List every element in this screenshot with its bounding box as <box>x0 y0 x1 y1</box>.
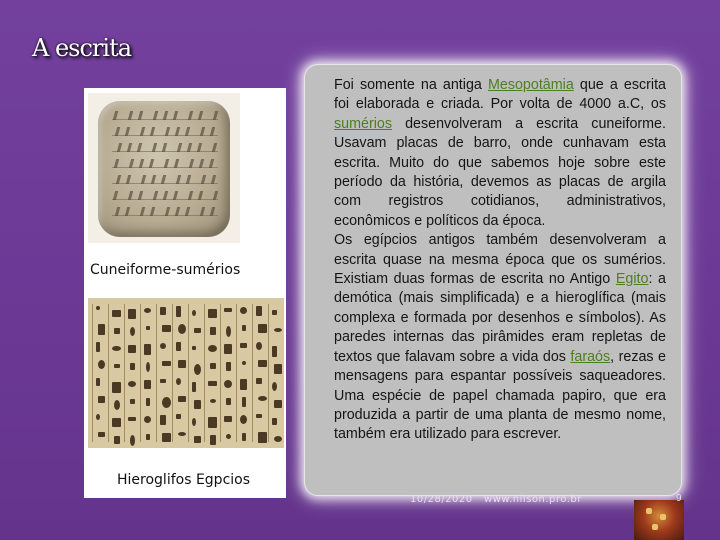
hieroglyph-sign <box>240 307 247 314</box>
hieroglyph-sign <box>256 342 262 350</box>
hieroglyph-sign <box>114 400 120 410</box>
hieroglyph-sign <box>194 400 201 409</box>
hieroglyph-sign <box>240 415 247 424</box>
hieroglyph-sign <box>144 344 151 355</box>
hieroglyph-sign <box>114 328 120 334</box>
text-run: Foi somente na antiga <box>334 77 488 93</box>
hieroglyph-papyrus-image <box>88 298 284 448</box>
page-number: 9 <box>676 493 682 504</box>
hieroglyph-sign <box>210 327 216 335</box>
hieroglyph-sign <box>96 414 100 420</box>
papyrus-column-line <box>108 304 109 442</box>
hieroglyph-sign <box>224 344 232 354</box>
text-run: desenvolveram a escrita cuneiforme. Usavam placas de barro, onde cunhavam esta escrita. Muito do que sabemos hoje sobre este período da história, devemos as placas de argila com registros cotidianos, administrativos, econômicos e políticos da época. <box>334 115 666 229</box>
hieroglyph-sign <box>98 360 105 369</box>
hieroglyph-sign <box>176 306 181 317</box>
hieroglyph-sign <box>274 400 282 408</box>
hieroglyph-sign <box>146 362 150 372</box>
hieroglyph-sign <box>256 414 262 418</box>
papyrus-column-line <box>220 304 221 442</box>
hieroglyph-sign <box>242 433 246 441</box>
hieroglyph-sign <box>224 308 232 312</box>
hieroglyph-sign <box>272 310 277 315</box>
link-sumerios[interactable]: sumérios <box>334 115 392 132</box>
papyrus-column-line <box>172 304 173 442</box>
hieroglyph-sign <box>130 327 135 336</box>
hieroglyph-sign <box>160 343 166 349</box>
hieroglyph-sign <box>176 342 181 351</box>
hieroglyph-sign <box>240 379 247 390</box>
hieroglyph-sign <box>274 364 282 374</box>
hieroglyph-sign <box>178 396 186 402</box>
hieroglyph-sign <box>98 432 105 437</box>
hieroglyph-sign <box>160 307 166 315</box>
hieroglyph-sign <box>162 397 171 408</box>
slide-title: A escrita <box>32 34 132 62</box>
hieroglyph-sign <box>192 382 196 392</box>
hieroglyph-sign <box>146 434 150 440</box>
hieroglyph-sign <box>272 418 277 425</box>
footer-date: 10/28/2020 <box>410 494 473 505</box>
text-run: Os egípcios antigos também desenvolveram a escrita quase na mesma época que os sumérios. Existiam duas formas de escrita no Antigo <box>334 232 666 288</box>
text-run: , rezas e mensagens para espantar possíveis saqueadores. Uma espécie de papel chamada papiro, que era produzida a partir de uma planta de mesmo nome, também era utilizado para escrever. <box>334 348 666 443</box>
body-text <box>334 76 666 445</box>
papyrus-column-line <box>236 304 237 442</box>
hieroglyph-sign <box>176 378 181 385</box>
hieroglyph-sign <box>258 432 267 443</box>
hieroglyph-sign <box>226 398 231 405</box>
papyrus-column-line <box>124 304 125 442</box>
hieroglyph-sign <box>208 381 217 386</box>
hieroglyph-sign <box>112 310 121 317</box>
hieroglyph-sign <box>178 324 186 334</box>
hieroglyph-sign <box>98 396 105 403</box>
hieroglyph-sign <box>178 360 186 368</box>
hieroglyph-sign <box>176 414 181 419</box>
hieroglyph-sign <box>192 310 196 316</box>
hieroglyph-sign <box>160 379 166 383</box>
hieroglyph-sign <box>224 416 232 422</box>
text-run: : a demótica (mais simplificada) e a hieroglífica (mais complexa e formada por desenhos e símbolos). As paredes internas das pirâmides eram repletas de textos que falavam sobre a vida dos <box>334 271 666 365</box>
hieroglyph-sign <box>178 432 186 436</box>
hieroglyph-sign <box>130 399 135 404</box>
papyrus-column-line <box>252 304 253 442</box>
hieroglyph-sign <box>162 433 171 442</box>
cuneiform-tablet-image <box>88 93 240 243</box>
hieroglyph-sign <box>242 397 246 407</box>
hieroglyph-caption: Hieroglifos Egpcios <box>117 472 251 488</box>
hieroglyph-sign <box>210 399 216 403</box>
hieroglyph-sign <box>224 380 232 388</box>
hieroglyph-sign <box>114 436 120 444</box>
text-run: que a escrita foi elaborada e criada. Por volta de 4000 a.C, os <box>334 77 666 113</box>
papyrus-column-line <box>156 304 157 442</box>
hieroglyph-sign <box>146 398 150 406</box>
hieroglyph-sign <box>274 436 282 442</box>
hieroglyph-sign <box>96 378 100 386</box>
footer-site: www.nilson.pro.br <box>484 494 582 505</box>
papyrus-column-line <box>188 304 189 442</box>
hieroglyph-sign <box>194 328 201 333</box>
hieroglyph-sign <box>242 361 246 365</box>
hieroglyph-sign <box>96 342 100 352</box>
paragraph-mesopotamia <box>334 76 666 231</box>
hieroglyph-sign <box>208 345 217 352</box>
hieroglyph-sign <box>162 325 171 332</box>
hieroglyph-sign <box>160 415 166 425</box>
hieroglyph-sign <box>210 435 216 445</box>
hieroglyph-sign <box>242 325 246 331</box>
hieroglyph-sign <box>112 382 121 393</box>
clay-tablet <box>98 101 230 237</box>
hieroglyph-sign <box>208 417 217 428</box>
hieroglyph-sign <box>194 436 201 443</box>
paragraph-egypt <box>334 231 666 444</box>
hieroglyph-sign <box>128 417 136 421</box>
hieroglyph-sign <box>128 345 136 353</box>
hieroglyph-sign <box>226 434 231 439</box>
hieroglyph-sign <box>128 309 136 319</box>
hieroglyph-sign <box>192 418 196 426</box>
hieroglyph-sign <box>272 382 277 391</box>
hieroglyph-sign <box>128 381 136 387</box>
hieroglyph-sign <box>144 380 151 389</box>
hieroglyph-sign <box>208 309 217 318</box>
hieroglyph-sign <box>192 346 196 350</box>
hieroglyph-sign <box>162 361 171 366</box>
hieroglyph-sign <box>144 308 151 313</box>
hieroglyph-sign <box>258 324 267 333</box>
hieroglyph-sign <box>146 326 150 330</box>
hieroglyph-sign <box>130 435 135 446</box>
hieroglyph-sign <box>256 378 262 384</box>
hieroglyph-sign <box>194 364 201 375</box>
link-egito[interactable]: Egito <box>615 271 649 288</box>
papyrus-column-line <box>268 304 269 442</box>
link-mesopotamia[interactable]: Mesopotâmia <box>487 77 574 93</box>
hieroglyph-sign <box>226 326 231 337</box>
hieroglyph-sign <box>274 328 282 332</box>
papyrus-column-line <box>204 304 205 442</box>
hieroglyph-sign <box>98 324 105 335</box>
papyrus-column-line <box>140 304 141 442</box>
hieroglyph-sign <box>256 306 262 316</box>
link-faraos[interactable]: faraós <box>570 348 611 365</box>
hieroglyph-sign <box>112 418 121 427</box>
hieroglyph-sign <box>226 362 231 371</box>
hieroglyph-sign <box>130 363 135 370</box>
hieroglyph-sign <box>112 346 121 351</box>
hieroglyph-sign <box>210 363 216 369</box>
pharaoh-thumbnail-image <box>634 500 684 540</box>
hieroglyph-sign <box>240 343 247 348</box>
hieroglyph-sign <box>258 360 267 367</box>
hieroglyph-sign <box>96 306 100 310</box>
hieroglyph-sign <box>258 396 267 401</box>
hieroglyph-sign <box>114 364 120 368</box>
hieroglyph-sign <box>272 346 277 357</box>
hieroglyph-sign <box>144 416 151 423</box>
papyrus-column-line <box>92 304 93 442</box>
cuneiform-caption: Cuneiforme-sumérios <box>90 262 241 278</box>
